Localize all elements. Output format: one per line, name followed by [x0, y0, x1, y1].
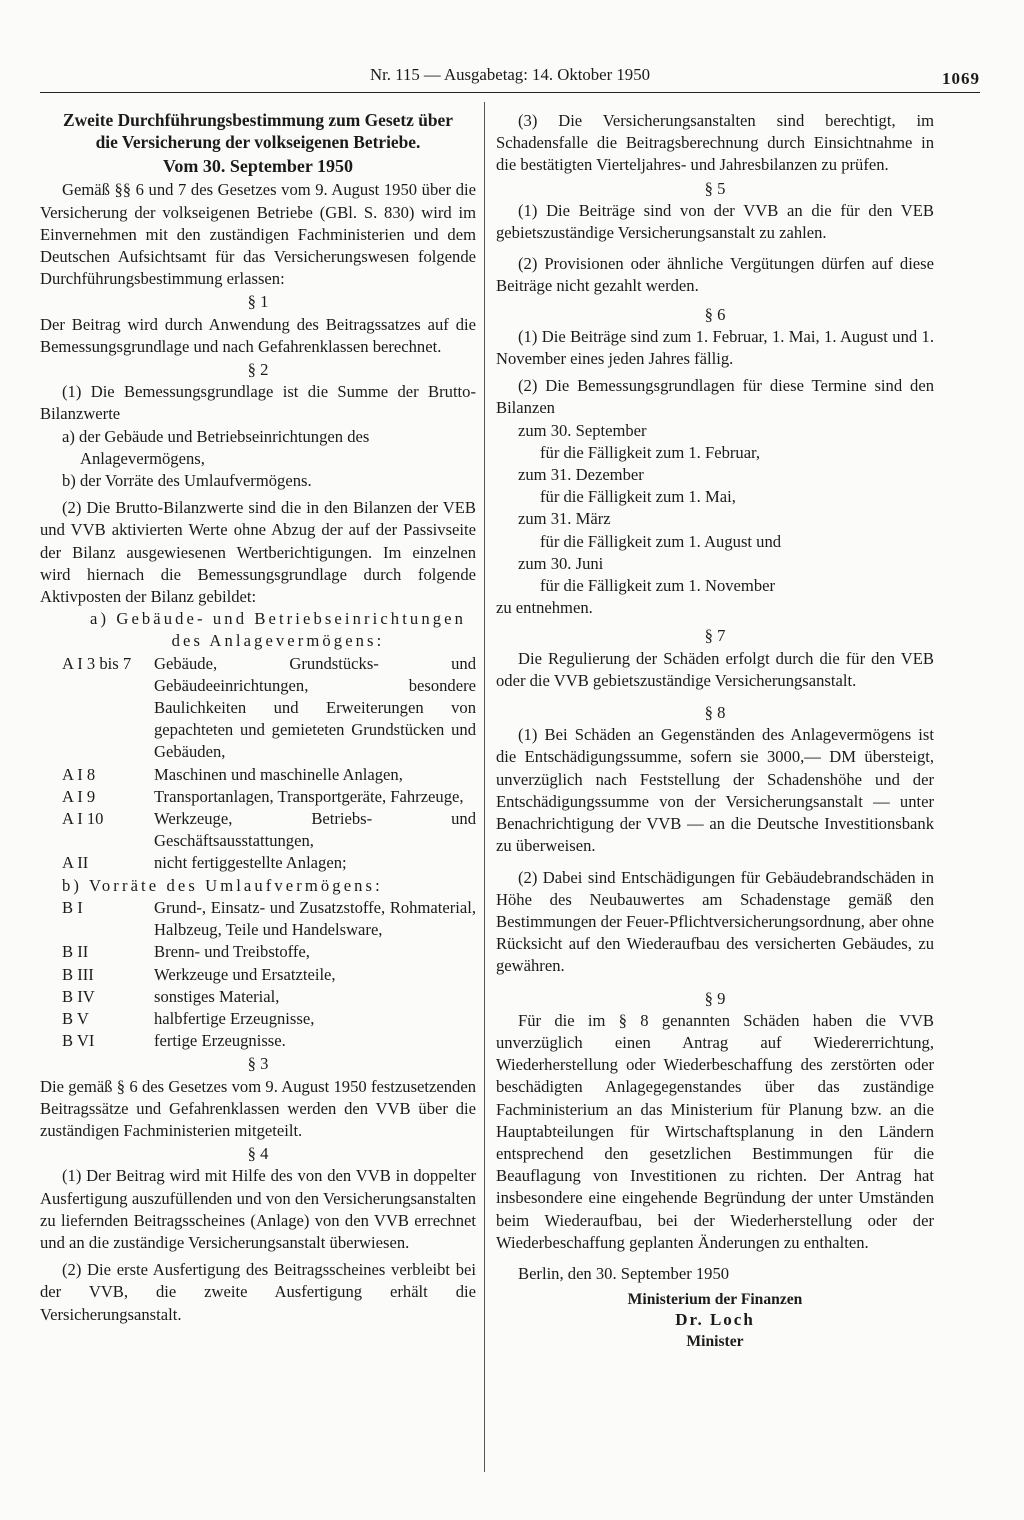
balance-item-text: Brenn- und Treibstoffe,	[154, 942, 310, 962]
balance-item-row	[40, 786, 476, 808]
section-7-text: Die Regulierung der Schäden erfolgt durch die für den VEB oder die VVB gebietszuständige Versicherungsanstalt.	[496, 648, 934, 690]
balance-item-code: A I 8	[62, 764, 96, 784]
intro-paragraph: Gemäß §§ 6 und 7 des Gesetzes vom 9. August 1950 über die Versicherung der volkseigenen Betriebe (GBl. S. 830) wird im Einvernehmen mit den zuständigen Fachministerien und dem Deutschen Aufsichtsamt für das Versicherungswesen folgende Durchführungsbestimmung erlassen:	[40, 180, 476, 289]
balance-item-code: A I 3 bis 7	[62, 653, 132, 673]
balance-date: zum 30. September	[518, 420, 647, 440]
group-b-list	[40, 897, 476, 1052]
balance-item-row	[40, 1008, 476, 1030]
section-9-text: Für die im § 8 genannten Schäden haben die VVB unverzüglich einen Antrag auf Wiedererrichtung, Wiederherstellung oder Wiederbeschaffung des zerstörten oder beschädigten Anlagegegenstandes über das zuständige Fachministerium an das Ministerium für Planung bzw. an die Hauptabteilungen für Wirtschaftsplanung in den Ländern entsprechend den gesetzlichen Bestimmungen für die Beauflagung von Investitionen zu richten. Der Antrag hat insbesondere eine eingehende Begründung der unter Umständen beim Wiederaufbau, bei der Wiederherstellung oder der Wiederbeschaffung geplanten Änderungen zu enthalten.	[496, 1010, 934, 1252]
balance-item-text: Werkzeuge und Ersatzteile,	[154, 964, 336, 984]
balance-item-code: B VI	[62, 1031, 95, 1051]
section-2-heading: § 2	[247, 360, 269, 380]
section-4-paragraph-1: (1) Der Beitrag wird mit Hilfe des von den VVB in doppelter Ausfertigung auszufüllenden und von den Versicherungsanstalten zu liefernden Beitragsscheines (Anlage) von den VVB errechnet und an die zuständige Versicherungsanstalt überwiesen.	[40, 1166, 476, 1252]
balance-item-row	[40, 653, 476, 764]
group-b-heading: b) Vorräte des Umlaufvermögens:	[62, 875, 383, 895]
right-column	[496, 110, 934, 1354]
balance-item-code: B I	[62, 897, 83, 917]
left-column	[40, 110, 476, 1326]
section-2-item-b: b) der Vorräte des Umlaufvermögens.	[62, 471, 312, 491]
group-a-list	[40, 653, 476, 875]
section-6-paragraph-1: (1) Die Beiträge sind zum 1. Februar, 1. Mai, 1. August und 1. November eines jeden Jahres fällig.	[496, 326, 934, 369]
section-5-heading: § 5	[704, 178, 726, 198]
ministry-name: Ministerium der Finanzen	[627, 1291, 803, 1309]
section-2-item-a: a) der Gebäude und Betriebseinrichtungen des Anlagevermögens,	[62, 426, 370, 468]
section-3-heading: § 3	[247, 1054, 269, 1074]
balance-item-row	[40, 964, 476, 986]
column-divider	[484, 102, 485, 1472]
due-date: für die Fälligkeit zum 1. November	[540, 576, 776, 596]
balance-item-code: A I 10	[62, 809, 104, 829]
balance-item-text: nicht fertiggestellte Anlagen;	[154, 853, 347, 873]
section-9-heading: § 9	[704, 988, 726, 1008]
signatory-title: Minister	[686, 1333, 744, 1351]
balance-item-text: Grund-, Einsatz- und Zusatzstoffe, Rohmaterial, Halbzeug, Teile und Handelsware,	[154, 897, 476, 940]
balance-item-text: Gebäude, Grundstücks- und Gebäudeeinrichtungen, besondere Baulichkeiten und Erweiterungen von gepachteten und gemieteten Grundstücken und Gebäuden,	[154, 653, 476, 762]
balance-date: zum 31. März	[518, 509, 611, 529]
page-number: 1069	[942, 69, 980, 88]
section-2-paragraph-1: (1) Die Bemessungsgrundlage ist die Summe der Brutto-Bilanzwerte	[40, 382, 476, 424]
document-date: Vom 30. September 1950	[163, 156, 353, 177]
section-6-paragraph-2: (2) Die Bemessungsgrundlagen für diese Termine sind den Bilanzen	[496, 376, 934, 418]
section-2-paragraph-2: (2) Die Brutto-Bilanzwerte sind die in den Bilanzen der VEB und VVB aktivierten Werte ohne Abzug der auf der Passivseite der Bilanz ausgewiesenen Wertberichtigungen. Im einzelnen wird hiernach die Bemessungsgrundlage durch folgende Aktivposten der Bilanz gebildet:	[40, 498, 476, 607]
signatory-name: Dr. Loch	[675, 1310, 755, 1330]
section-4-heading: § 4	[247, 1144, 269, 1164]
section-1-text: Der Beitrag wird durch Anwendung des Beitragssatzes auf die Bemessungsgrundlage und nach Gefahrenklassen berechnet.	[40, 314, 476, 356]
section-3-text: Die gemäß § 6 des Gesetzes vom 9. August 1950 festzusetzenden Beitragssätze und Gefahrenklassen werden den VVB über die zuständigen Fachministerien mitgeteilt.	[40, 1076, 476, 1140]
balance-item-code: B II	[62, 942, 89, 962]
section-6-heading: § 6	[704, 304, 726, 324]
section-8-paragraph-1: (1) Bei Schäden an Gegenständen des Anlagevermögens ist die Entschädigungssumme, sofern sie 3000,— DM übersteigt, unverzüglich nach Feststellung der Schadenshöhe und der Entschädigungssumme von der Versicherungsanstalt — unter Benachrichtigung der VVB — an die Deutsche Investitionsbank zu überweisen.	[496, 725, 934, 856]
balance-item-row	[40, 1030, 476, 1052]
section-5-paragraph-2: (2) Provisionen oder ähnliche Vergütungen dürfen auf diese Beiträge nicht gezahlt werden.	[496, 254, 934, 296]
balance-item-text: sonstiges Material,	[154, 986, 280, 1006]
balance-item-code: B IV	[62, 986, 95, 1006]
balance-item-code: B V	[62, 1008, 89, 1028]
page-header	[40, 62, 980, 93]
balance-item-row	[40, 941, 476, 963]
balance-date: zum 31. Dezember	[518, 465, 644, 485]
section-6-closing: zu entnehmen.	[496, 598, 593, 618]
document-title: Zweite Durchführungsbestimmung zum Gesetz über die Versicherung der volkseigenen Betriebe.	[63, 110, 453, 152]
due-date: für die Fälligkeit zum 1. Mai,	[540, 487, 736, 507]
balance-item-text: halbfertige Erzeugnisse,	[154, 1008, 315, 1028]
balance-item-text: fertige Erzeugnisse.	[154, 1031, 286, 1051]
due-date: für die Fälligkeit zum 1. Februar,	[540, 442, 761, 462]
balance-item-code: A I 9	[62, 786, 96, 806]
section-1-heading: § 1	[247, 292, 269, 312]
section-4-paragraph-2: (2) Die erste Ausfertigung des Beitragsscheines verbleibt bei der VVB, die zweite Ausfertigung erhält die Versicherungsanstalt.	[40, 1260, 476, 1324]
balance-item-row	[40, 986, 476, 1008]
section-7-heading: § 7	[704, 626, 726, 646]
balance-date: zum 30. Juni	[518, 553, 604, 573]
balance-item-code: A II	[62, 853, 89, 873]
section-8-paragraph-2: (2) Dabei sind Entschädigungen für Gebäudebrandschäden in Höhe des Neubauwertes am Schadenstage gemäß den Bestimmungen der Feuer-Pflichtversicherungsordnung, aber ohne Rücksicht auf den Wiederaufbau des versicherten Gebäudes, zu gewähren.	[496, 867, 934, 976]
balance-item-text: Werkzeuge, Betriebs- und Geschäftsausstattungen,	[154, 809, 476, 851]
due-date-schedule	[496, 420, 934, 598]
group-a-heading: a) Gebäude- und Betriebseinrichtungen des Anlagevermögens:	[90, 609, 466, 651]
balance-item-row	[40, 897, 476, 941]
section-8-heading: § 8	[704, 703, 726, 723]
issue-line: Nr. 115 — Ausgabetag: 14. Oktober 1950	[370, 65, 650, 84]
section-5-paragraph-1: (1) Die Beiträge sind von der VVB an die für den VEB gebietszuständige Versicherungsanstalt zu zahlen.	[496, 200, 934, 243]
section-4-paragraph-3: (3) Die Versicherungsanstalten sind berechtigt, im Schadensfalle die Beitragsberechnung durch Einsichtnahme in die bestätigten Vierteljahres- und Jahresbilanzen zu prüfen.	[496, 111, 934, 175]
balance-item-text: Transportanlagen, Transportgeräte, Fahrzeuge,	[154, 786, 464, 806]
balance-item-row	[40, 764, 476, 786]
place-and-date: Berlin, den 30. September 1950	[518, 1263, 730, 1283]
balance-item-code: B III	[62, 964, 94, 984]
balance-item-row	[40, 852, 476, 874]
balance-item-row	[40, 808, 476, 852]
balance-item-text: Maschinen und maschinelle Anlagen,	[154, 764, 403, 784]
due-date: für die Fälligkeit zum 1. August und	[540, 531, 782, 551]
